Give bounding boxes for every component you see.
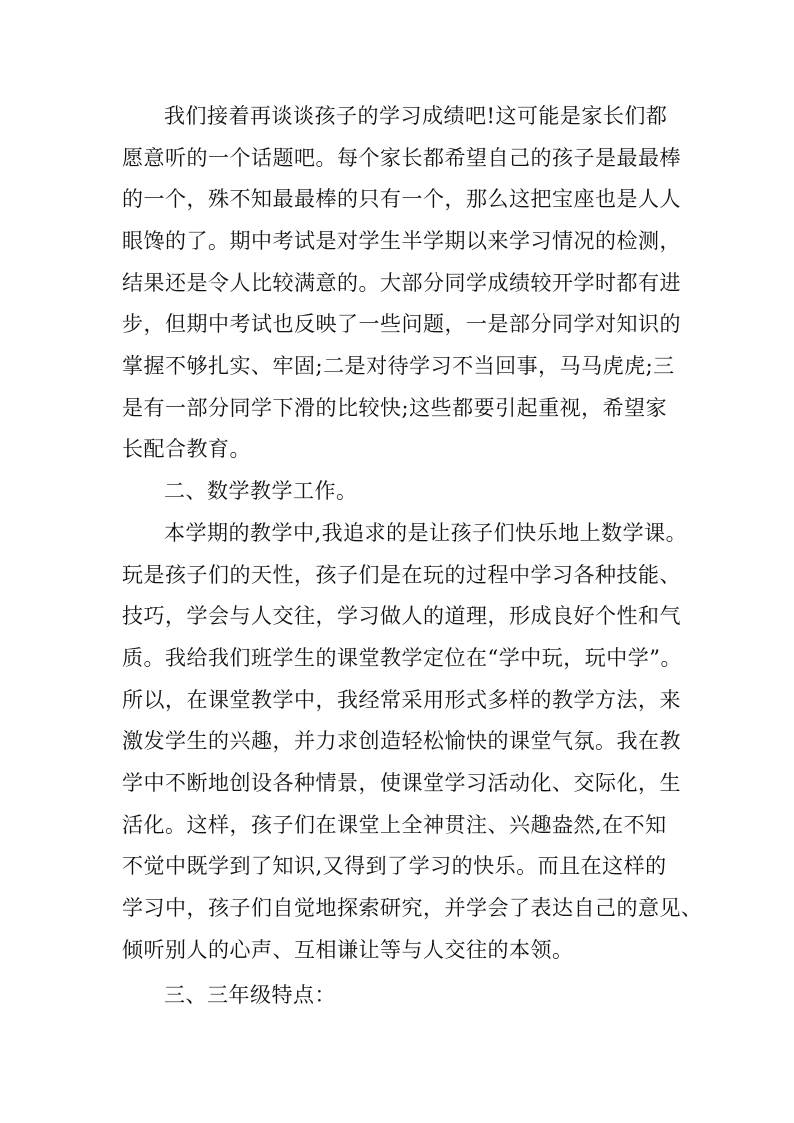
paragraph-line: 质。我给我们班学生的课堂教学定位在“学中玩，玩中学”。 bbox=[122, 646, 682, 670]
paragraph-line: 玩是孩子们的天性，孩子们是在玩的过程中学习各种技能、 bbox=[122, 563, 681, 587]
paragraph-line: 激发学生的兴趣，并力求创造轻松愉快的课堂气氛。我在教 bbox=[122, 729, 681, 753]
paragraph-line: 我们接着再谈谈孩子的学习成绩吧!这可能是家长们都 bbox=[164, 104, 668, 128]
paragraph-line: 学中不断地创设各种情景，使课堂学习活动化、交际化，生 bbox=[122, 771, 681, 795]
paragraph-line: 活化。这样，孩子们在课堂上全神贯注、兴趣盎然,在不知 bbox=[122, 813, 667, 837]
paragraph-line: 所以，在课堂教学中，我经常采用形式多样的教学方法，来 bbox=[122, 688, 681, 712]
paragraph-line: 步，但期中考试也反映了一些问题，一是部分同学对知识的 bbox=[122, 312, 681, 336]
paragraph-line: 本学期的教学中,我追求的是让孩子们快乐地上数学课。 bbox=[164, 521, 688, 545]
paragraph-line: 掌握不够扎实、牢固;二是对待学习不当回事，马马虎虎;三 bbox=[122, 354, 675, 378]
paragraph-line: 不觉中既学到了知识,又得到了学习的快乐。而且在这样的 bbox=[122, 854, 667, 878]
paragraph-line: 长配合教育。 bbox=[122, 437, 251, 461]
paragraph-line: 愿意听的一个话题吧。每个家长都希望自己的孩子是最最棒 bbox=[122, 146, 681, 170]
paragraph-line: 倾听别人的心声、互相谦让等与人交往的本领。 bbox=[122, 938, 574, 962]
paragraph-line: 是有一部分同学下滑的比较快;这些都要引起重视，希望家 bbox=[122, 396, 668, 420]
paragraph-line: 的一个，殊不知最最棒的只有一个，那么这把宝座也是人人 bbox=[122, 187, 681, 211]
section-heading-math-teaching: 二、数学教学工作。 bbox=[164, 479, 358, 503]
paragraph-line: 结果还是令人比较满意的。大部分同学成绩较开学时都有进 bbox=[122, 271, 681, 295]
section-heading-grade-three: 三、三年级特点： bbox=[164, 983, 336, 1007]
paragraph-line: 技巧，学会与人交往，学习做人的道理，形成良好个性和气 bbox=[122, 604, 681, 628]
paragraph-line: 眼馋的了。期中考试是对学生半学期以来学习情况的检测， bbox=[122, 229, 681, 253]
paragraph-line: 学习中，孩子们自觉地探索研究，并学会了表达自己的意见、 bbox=[122, 896, 703, 920]
